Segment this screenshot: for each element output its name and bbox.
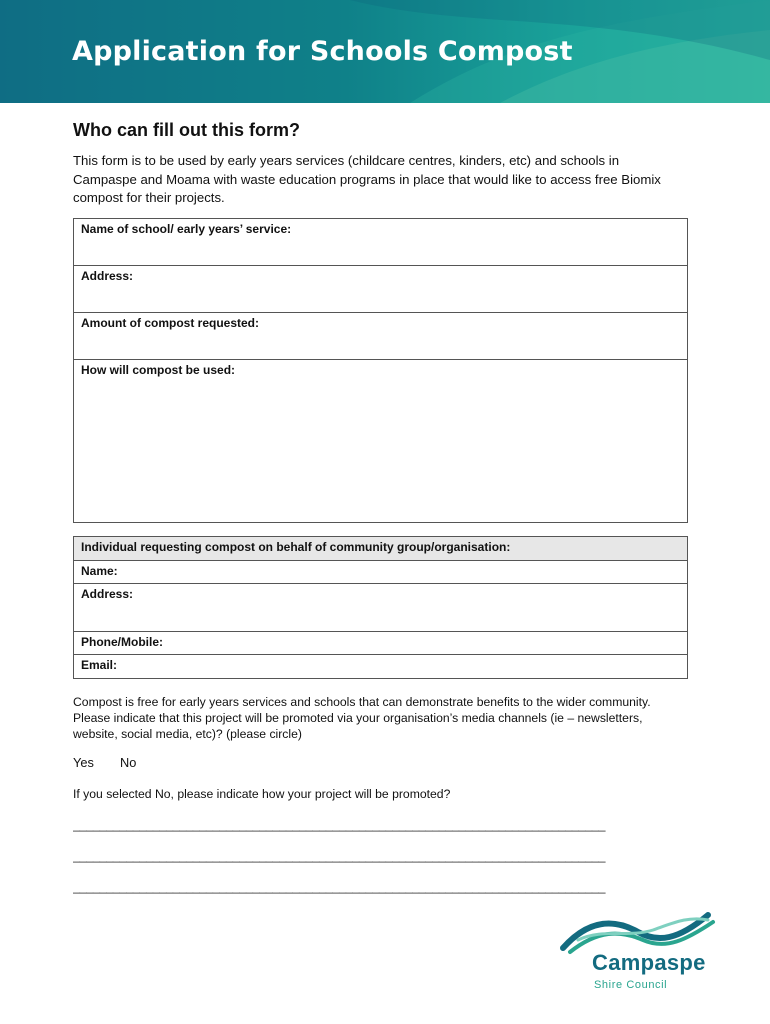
name-label: Name: [81,564,118,578]
compost-amount-field[interactable] [74,313,687,360]
compost-usage-label: How will compost be used: [81,363,236,377]
section-heading: Who can fill out this form? [73,120,300,140]
council-logo [558,910,728,1000]
followup-question: If you selected No, please indicate how your project will be promoted? [73,787,451,801]
answer-line-1[interactable]: ________________________________________________________________________________ [73,818,606,832]
name-field[interactable] [74,561,687,584]
no-option[interactable]: No [120,755,137,770]
answer-line-3[interactable]: ________________________________________________________________________________ [73,880,606,894]
individual-details-table [73,536,688,679]
phone-label: Phone/Mobile: [81,635,163,649]
address-label: Address: [81,269,134,283]
school-name-field[interactable] [74,219,687,266]
logo-name: Campaspe [592,950,706,975]
school-name-label: Name of school/ early years’ service: [81,222,292,236]
address-field[interactable] [74,266,687,313]
promotion-paragraph: Compost is free for early years services and schools that can demonstrate benefits to the wider community. Please indicate that this project will be promoted via your organisation’s media channels (ie – newsletters, website, social media, etc)? (please circle) [73,695,651,741]
intro-paragraph: This form is to be used by early years services (childcare centres, kinders, etc) and schools in Campaspe and Moama with waste education programs in place that would like to access free Biomix compost for their projects. [73,153,661,205]
logo-subtitle: Shire Council [594,979,668,991]
individual-address-label: Address: [81,587,134,601]
email-field[interactable] [74,655,687,678]
answer-line-2[interactable]: ________________________________________________________________________________ [73,849,606,863]
compost-amount-label: Amount of compost requested: [81,316,260,330]
school-details-table [73,218,688,523]
yes-option[interactable]: Yes [73,755,94,770]
individual-heading: Individual requesting compost on behalf of community group/organisation: [81,540,511,554]
individual-address-field[interactable] [74,584,687,632]
individual-heading-row [74,537,687,561]
phone-field[interactable] [74,632,687,655]
logo-wave-icon [558,910,728,955]
email-label: Email: [81,658,118,672]
header-banner [0,0,770,103]
page-title: Application for Schools Compost [72,36,573,67]
compost-usage-field[interactable] [74,360,687,522]
